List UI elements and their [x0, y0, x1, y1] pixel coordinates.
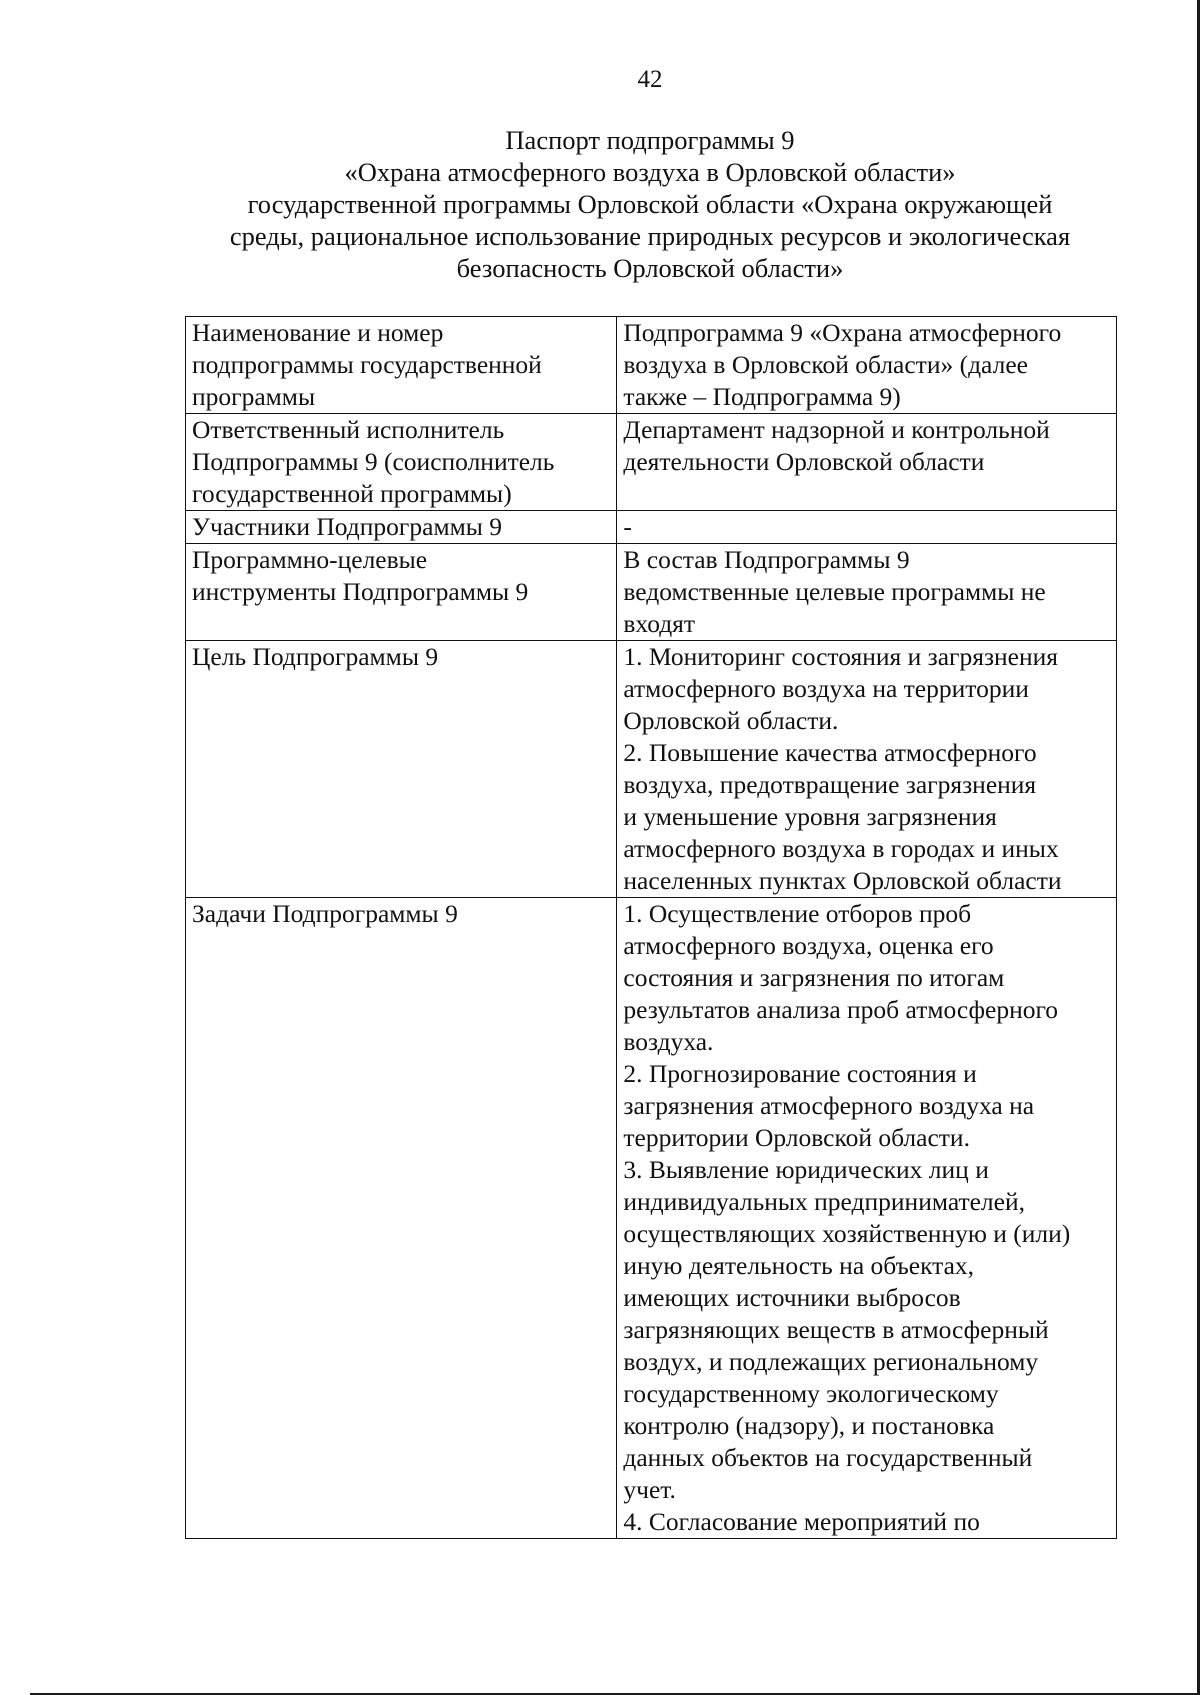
passport-table — [185, 316, 1117, 1539]
row-value-cell — [617, 544, 1117, 641]
page-number: 42 — [637, 66, 663, 93]
cell-text-line: учет. — [623, 1475, 676, 1504]
cell-text-line: Подпрограмма 9 «Охрана атмосферного — [623, 318, 1062, 347]
cell-text-line: Ответственный исполнитель — [192, 415, 505, 444]
title-line: среды, рациональное использование природных ресурсов и экологическая — [229, 221, 1071, 251]
cell-text-line: воздух, и подлежащих региональному — [623, 1347, 1039, 1376]
cell-text-line: Задачи Подпрограммы 9 — [192, 899, 458, 928]
cell-text-line: Наименование и номер — [192, 318, 444, 347]
title-line: «Охрана атмосферного воздуха в Орловской области» — [344, 157, 956, 187]
table-row — [186, 544, 1117, 641]
cell-text-line: воздуха, предотвращение загрязнения — [623, 770, 1037, 799]
cell-text-line: состояния и загрязнения по итогам — [623, 963, 1005, 992]
cell-text-line: государственной программы) — [192, 479, 512, 508]
row-label-cell — [186, 414, 617, 511]
cell-text-line: 1. Осуществление отборов проб — [623, 899, 972, 928]
row-label-cell — [186, 544, 617, 641]
cell-text-line: подпрограммы государственной — [192, 350, 542, 379]
document-title — [150, 124, 1150, 284]
cell-text-line: В состав Подпрограммы 9 — [623, 545, 910, 574]
cell-text-line: воздуха. — [623, 1027, 714, 1056]
row-value-cell — [617, 898, 1117, 1539]
cell-text-line: загрязняющих веществ в атмосферный — [623, 1315, 1049, 1344]
cell-text-line: 4. Согласование мероприятий по — [623, 1507, 980, 1536]
cell-text-line: территории Орловской области. — [623, 1123, 970, 1152]
cell-text-line: также – Подпрограмма 9) — [623, 382, 901, 411]
table-row — [186, 511, 1117, 544]
cell-text-line: 2. Прогнозирование состояния и — [623, 1059, 977, 1088]
cell-text-line: результатов анализа проб атмосферного — [623, 995, 1059, 1024]
table-row — [186, 317, 1117, 414]
table-row — [186, 641, 1117, 898]
cell-text-line: воздуха в Орловской области» (далее — [623, 350, 1028, 379]
cell-text-line: программы — [192, 382, 316, 411]
cell-text-line: и уменьшение уровня загрязнения — [623, 802, 997, 831]
cell-text-line: Участники Подпрограммы 9 — [192, 512, 502, 541]
title-line: Паспорт подпрограммы 9 — [505, 125, 795, 155]
cell-text-line: - — [623, 512, 632, 541]
cell-text-line: контролю (надзору), и постановка — [623, 1411, 995, 1440]
cell-text-line: Цель Подпрограммы 9 — [192, 642, 439, 671]
cell-text-line: Подпрограммы 9 (соисполнитель — [192, 447, 555, 476]
row-label-cell — [186, 511, 617, 544]
cell-text-line: входят — [623, 609, 696, 638]
cell-text-line: индивидуальных предпринимателей, — [623, 1187, 1025, 1216]
row-value-cell — [617, 414, 1117, 511]
cell-text-line: 3. Выявление юридических лиц и — [623, 1155, 989, 1184]
row-label-cell — [186, 641, 617, 898]
cell-text-line: деятельности Орловской области — [623, 447, 985, 476]
title-line: государственной программы Орловской области «Охрана окружающей — [247, 189, 1053, 219]
cell-text-line: атмосферного воздуха на территории — [623, 674, 1029, 703]
cell-text-line: атмосферного воздуха в городах и иных — [623, 834, 1059, 863]
cell-text-line: 1. Мониторинг состояния и загрязнения — [623, 642, 1059, 671]
row-value-cell — [617, 641, 1117, 898]
cell-text-line: государственному экологическому — [623, 1379, 999, 1408]
cell-text-line: имеющих источники выбросов — [623, 1283, 961, 1312]
row-label-cell — [186, 317, 617, 414]
title-line: безопасность Орловской области» — [456, 253, 844, 283]
cell-text-line: населенных пунктах Орловской области — [623, 866, 1062, 895]
table-row — [186, 414, 1117, 511]
row-value-cell — [617, 317, 1117, 414]
cell-text-line: атмосферного воздуха, оценка его — [623, 931, 994, 960]
cell-text-line: Департамент надзорной и контрольной — [623, 415, 1050, 444]
cell-text-line: иную деятельность на объектах, — [623, 1251, 975, 1280]
row-value-cell — [617, 511, 1117, 544]
cell-text-line: загрязнения атмосферного воздуха на — [623, 1091, 1035, 1120]
cell-text-line: инструменты Подпрограммы 9 — [192, 577, 529, 606]
cell-text-line: Программно-целевые — [192, 545, 428, 574]
cell-text-line: ведомственные целевые программы не — [623, 577, 1046, 606]
row-label-cell — [186, 898, 617, 1539]
cell-text-line: 2. Повышение качества атмосферного — [623, 738, 1037, 767]
cell-text-line: Орловской области. — [623, 706, 839, 735]
table-row — [186, 898, 1117, 1539]
cell-text-line: данных объектов на государственный — [623, 1443, 1033, 1472]
cell-text-line: осуществляющих хозяйственную и (или) — [623, 1219, 1071, 1248]
